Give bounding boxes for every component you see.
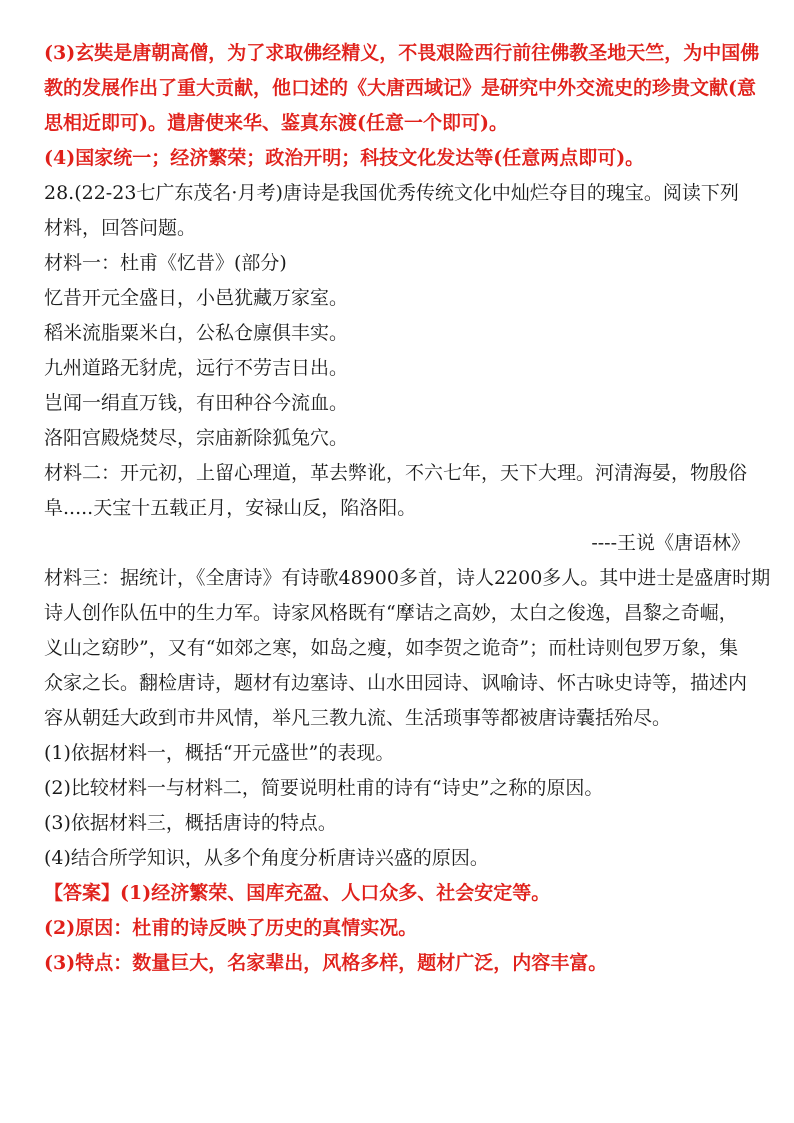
material2-line: 阜.....天宝十五载正月，安禄山反，陷洛阳。 xyxy=(44,497,417,519)
answer-line-1 xyxy=(44,876,754,911)
question-intro-line: 材料，回答问题。 xyxy=(44,217,197,239)
poem-line: 九州道路无豺虎，远行不劳吉日出。 xyxy=(44,357,349,379)
material1-title: 材料一：杜甫《忆昔》(部分) xyxy=(44,252,287,274)
poem-line: 洛阳宫殿烧焚尽，宗庙新除狐兔穴。 xyxy=(44,427,349,449)
answer-label: 【答案】 xyxy=(44,882,121,904)
subquestion: (2)比较材料一与材料二，简要说明杜甫的诗有“诗史”之称的原因。 xyxy=(44,777,604,799)
answer-line-3: (3)特点：数量巨大，名家辈出，风格多样，题材广泛，内容丰富。 xyxy=(44,952,608,974)
answer-text-line: (3)玄奘是唐朝高僧，为了求取佛经精义，不畏艰险西行前往佛教圣地天竺，为中国佛 xyxy=(44,42,760,64)
poem-line: 岂闻一绢直万钱，有田种谷今流血。 xyxy=(44,392,349,414)
question-intro-line: 28.(22-23七广东茂名·月考)唐诗是我国优秀传统文化中灿烂夺目的瑰宝。阅读下列 xyxy=(44,182,739,204)
document-page xyxy=(44,36,771,981)
material3-line: 容从朝廷大政到市井风情，举凡三教九流、生活琐事等都被唐诗囊括殆尽。 xyxy=(44,707,672,729)
material2-line: 材料二：开元初，上留心理道，革去弊讹，不六七年，天下大理。河清海晏，物殷俗 xyxy=(44,462,748,484)
answer-text-line: 思相近即可)。遣唐使来华、鉴真东渡(任意一个即可)。 xyxy=(44,112,508,134)
material3-line: 众家之长。翻检唐诗，题材有边塞诗、山水田园诗、讽喻诗、怀古咏史诗等，描述内 xyxy=(44,672,748,694)
poem-line: 稻米流脂粟米白，公私仓廪俱丰实。 xyxy=(44,322,349,344)
subquestion: (4)结合所学知识，从多个角度分析唐诗兴盛的原因。 xyxy=(44,847,489,869)
answer-text-line: 教的发展作出了重大贡献，他口述的《大唐西域记》是研究中外交流史的珍贵文献(意 xyxy=(44,77,756,99)
subquestion: (3)依据材料三，概括唐诗的特点。 xyxy=(44,812,337,834)
answer-text-line: (4)国家统一；经济繁荣；政治开明；科技文化发达等(任意两点即可)。 xyxy=(44,147,645,169)
answer-text: (1)经济繁荣、国库充盈、人口众多、社会安定等。 xyxy=(120,882,551,904)
subquestion: (1)依据材料一，概括“开元盛世”的表现。 xyxy=(44,742,395,764)
material2-source: ----王说《唐语林》 xyxy=(591,532,750,554)
poem-line: 忆昔开元全盛日，小邑犹藏万家室。 xyxy=(44,287,349,309)
material3-line: 材料三：据统计，《全唐诗》有诗歌48900多首，诗人2200多人。其中进士是盛唐时期 xyxy=(44,567,771,589)
material3-line: 诗人创作队伍中的生力军。诗家风格既有“摩诘之高妙，太白之俊逸，昌黎之奇崛， xyxy=(44,602,738,624)
material3-line: 义山之窈眇”，又有“如郊之寒，如岛之瘦，如李贺之诡奇”；而杜诗则包罗万象，集 xyxy=(44,637,739,659)
answer-line-2: (2)原因：杜甫的诗反映了历史的真情实况。 xyxy=(44,917,418,939)
